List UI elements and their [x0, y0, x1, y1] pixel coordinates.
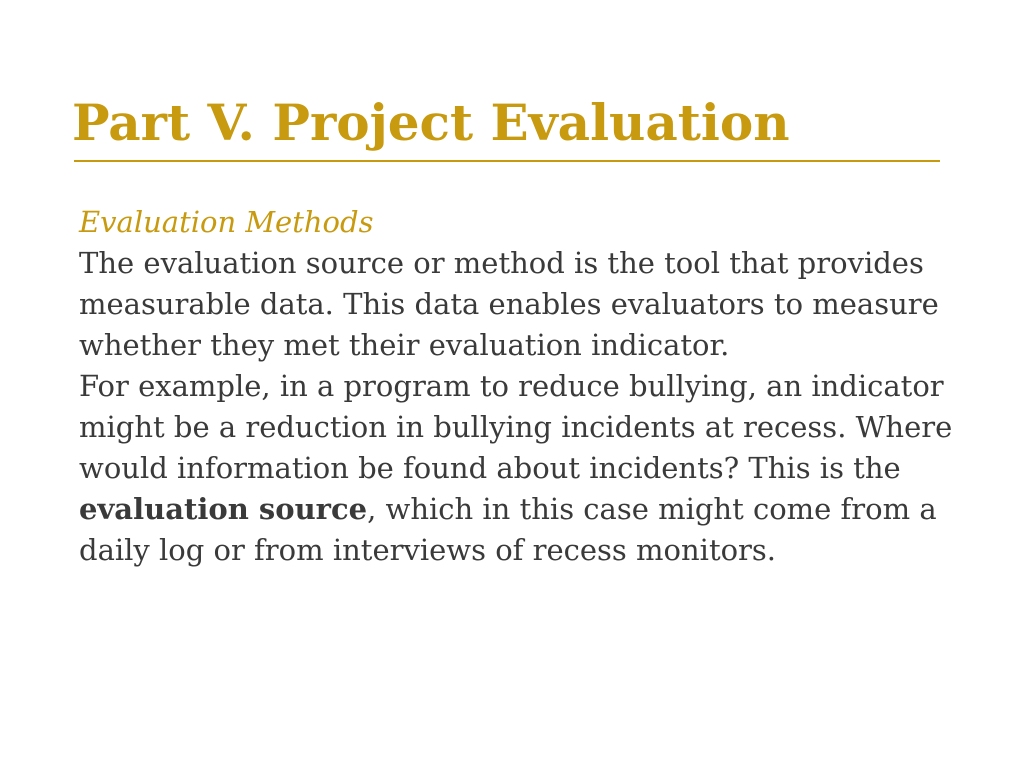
methods-section [79, 202, 979, 366]
slide-body [79, 202, 979, 571]
title-underline-divider [74, 160, 940, 162]
example-text-end: , which in this case might come from a daily log or from interviews of recess monitors. [79, 492, 937, 567]
slide-title: Part V. Project Evaluation [72, 93, 790, 152]
example-text-start: For example, in a program to reduce bullying, an indicator might be a reduction in bullying incidents at recess. Where would information be found about incidents? This is the [79, 369, 953, 485]
definition-paragraph: The evaluation source or method is the tool that provides measurable data. This data enables evaluators to measure whether they met their evaluation indicator. [79, 246, 939, 362]
example-paragraph [79, 366, 979, 571]
evaluation-source-term: evaluation source [79, 492, 368, 526]
section-subheading: Evaluation Methods [79, 205, 374, 239]
